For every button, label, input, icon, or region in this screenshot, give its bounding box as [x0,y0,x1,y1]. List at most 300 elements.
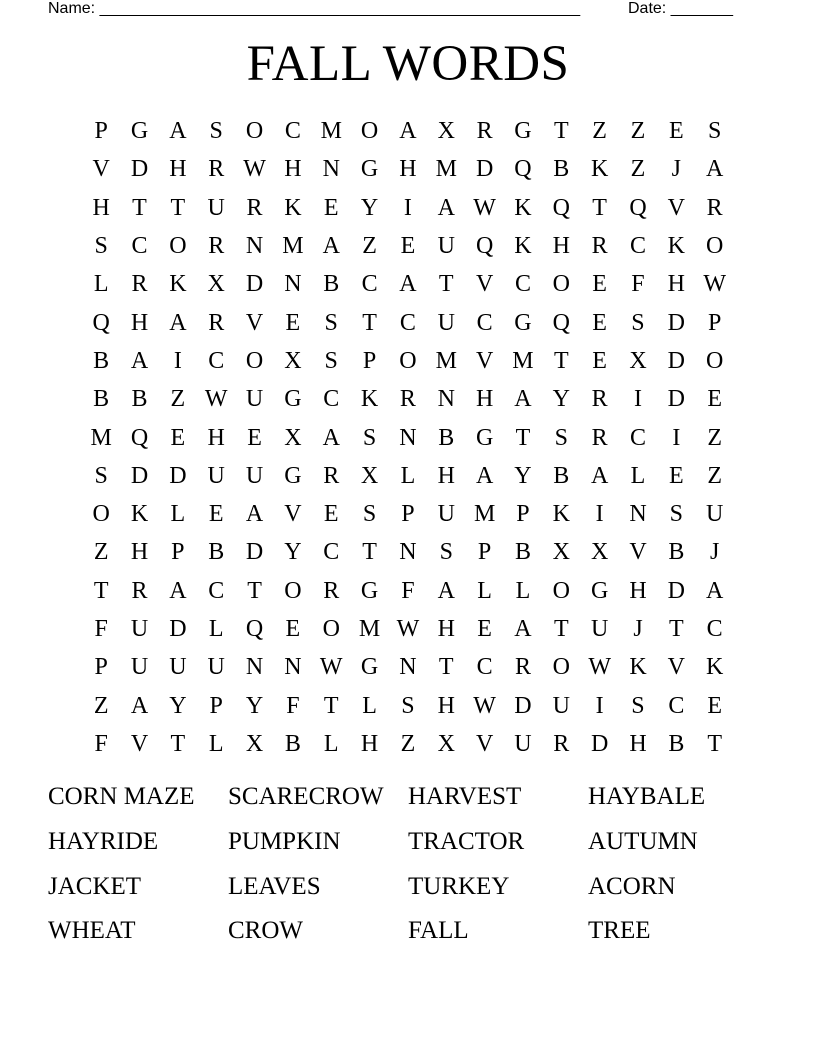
grid-letter: U [245,386,264,413]
grid-letter: A [437,194,455,221]
grid-letter: H [667,271,685,298]
grid-letter: M [435,347,457,374]
grid-letter: K [284,194,302,221]
word-list-item: SCARECROW [228,783,384,810]
grid-letter: U [437,309,455,336]
grid-letter: E [592,271,607,298]
grid-letter: Q [552,309,570,336]
grid-letter: S [324,309,338,336]
grid-letter: E [323,501,339,528]
grid-letter: T [170,730,186,757]
grid-letter: E [323,194,339,221]
grid-letter: T [553,347,569,374]
grid-letter: D [245,271,264,298]
grid-letter: K [590,156,609,183]
grid-letter: A [130,692,149,719]
grid-letter: M [473,501,496,528]
grid-letter: P [94,118,108,145]
grid-letter: J [633,616,643,642]
grid-letter: G [360,654,379,681]
grid-letter: N [399,424,417,451]
grid-letter: H [552,233,570,260]
grid-letter: R [553,730,570,757]
grid-letter: P [94,654,108,681]
grid-letter: O [706,233,724,260]
grid-letter: S [631,692,645,719]
grid-letter: U [207,462,225,489]
grid-letter: U [207,654,225,681]
grid-letter: I [173,347,182,374]
grid-row [82,686,734,724]
grid-letter: A [514,386,532,413]
grid-letter: U [552,692,570,719]
grid-letter: U [437,233,455,260]
grid-letter: U [706,501,724,528]
grid-letter: B [131,386,148,413]
grid-letter: T [438,654,454,681]
grid-letter: N [284,654,302,681]
grid-letter: B [93,386,110,413]
grid-letter: D [475,156,494,183]
grid-letter: L [477,577,492,604]
grid-letter: N [399,654,417,681]
grid-letter: X [360,462,379,489]
grid-letter: Q [475,233,494,260]
grid-letter: S [439,539,453,566]
grid-letter: T [668,616,684,642]
grid-letter: Q [92,309,110,336]
grid-letter: S [209,118,223,145]
grid-letter: H [399,156,417,183]
word-list-item: HAYRIDE [48,827,159,855]
grid-letter: U [130,616,149,642]
grid-letter: N [245,654,264,681]
grid-letter: V [245,309,264,336]
grid-letter: I [633,386,642,413]
grid-letter: E [707,692,722,719]
grid-letter: H [130,309,149,336]
grid-letter: E [247,424,262,451]
grid-letter: S [631,309,645,336]
grid-letter: Z [630,156,646,183]
grid-letter: A [245,501,264,528]
grid-letter: B [668,539,685,566]
grid-letter: Y [245,692,264,719]
grid-letter: T [170,194,186,221]
grid-letter: G [475,424,494,451]
grid-letter: H [360,730,379,757]
grid-letter: R [208,233,225,260]
grid-letter: D [590,730,609,757]
grid-letter: T [707,730,722,757]
grid-letter: L [93,271,109,298]
grid-letter: X [284,347,302,374]
grid-letter: W [204,386,228,413]
grid-letter: E [592,347,607,374]
grid-letter: V [475,730,494,757]
grid-letter: P [477,539,492,566]
word-list-item: FALL [408,917,469,945]
grid-letter: L [400,462,416,489]
grid-letter: Z [630,118,646,145]
grid-letter: C [323,386,340,413]
grid-letter: T [438,271,454,298]
grid-letter: G [284,462,302,489]
grid-letter: X [245,730,264,757]
grid-letter: Q [130,424,149,451]
grid-letter: M [512,347,534,374]
grid-letter: C [629,424,646,451]
grid-letter: B [284,730,301,757]
grid-letter: C [208,577,225,604]
grid-letter: M [320,118,342,145]
grid-letter: E [668,118,684,145]
grid-letter: R [399,386,416,413]
grid-letter: E [400,233,416,260]
grid-letter: O [552,654,570,681]
grid-letter: A [706,156,724,183]
grid-letter: W [588,654,611,681]
grid-letter: D [667,577,685,604]
grid-letter: Z [400,730,416,757]
grid-letter: L [362,692,377,719]
grid-letter: N [629,501,647,528]
grid-letter: V [629,539,647,566]
grid-letter: I [403,194,412,221]
grid-letter: Y [169,692,187,719]
grid-row [82,342,734,380]
grid-letter: Q [552,194,570,221]
grid-letter: K [514,194,532,221]
grid-letter: R [591,424,608,451]
grid-letter: H [130,539,149,566]
grid-letter: O [92,501,110,528]
word-list-item: PUMPKIN [228,827,341,855]
grid-letter: R [591,233,608,260]
grid-letter: R [131,271,148,298]
grid-row [82,380,734,418]
grid-letter: O [322,616,340,642]
grid-letter: H [437,616,455,642]
grid-letter: H [475,386,494,413]
grid-letter: Q [514,156,532,183]
grid-letter: C [629,233,646,260]
grid-letter: T [362,309,377,336]
page-title: FALL WORDS [246,36,570,92]
grid-letter: S [94,462,108,489]
grid-letter: B [668,730,685,757]
grid-letter: A [169,118,187,145]
grid-letter: N [322,156,340,183]
grid-letter: K [130,501,149,528]
grid-letter: X [437,118,455,145]
grid-letter: F [286,692,300,719]
grid-letter: D [130,156,149,183]
grid-letter: U [590,616,609,642]
grid-row [82,572,734,610]
grid-letter: H [629,730,647,757]
grid-letter: A [169,577,187,604]
grid-letter: H [437,692,455,719]
grid-letter: L [515,577,531,604]
grid-letter: Z [170,386,186,413]
date-field: Date: _______ [628,0,733,17]
word-list-item: HAYBALE [588,783,706,810]
grid-letter: G [284,386,302,413]
grid-row [82,495,734,533]
grid-letter: S [94,233,108,260]
grid-letter: K [360,386,379,413]
grid-letter: U [245,462,264,489]
grid-letter: C [361,271,378,298]
grid-row [82,418,734,456]
grid-letter: A [706,577,724,604]
word-list-item: ACORN [588,872,676,900]
grid-letter: M [358,616,381,642]
grid-letter: A [322,233,340,260]
grid-letter: B [553,462,570,489]
grid-letter: N [245,233,264,260]
grid-letter: I [672,424,681,451]
word-list-item: LEAVES [228,872,321,900]
word-list-item: AUTUMN [588,827,698,855]
grid-letter: T [592,194,607,221]
grid-letter: S [362,424,377,451]
grid-letter: B [514,539,531,566]
grid-letter: O [169,233,187,260]
grid-letter: D [169,616,187,642]
grid-letter: O [552,577,570,604]
letter-grid [82,112,734,763]
grid-letter: P [401,501,415,528]
grid-letter: A [475,462,494,489]
grid-letter: D [130,462,149,489]
grid-letter: P [209,692,223,719]
grid-letter: P [516,501,530,528]
grid-letter: C [323,539,340,566]
grid-letter: C [208,347,225,374]
grid-letter: R [476,118,493,145]
grid-letter: S [669,501,683,528]
grid-letter: E [208,501,224,528]
grid-letter: R [323,577,340,604]
grid-letter: V [475,347,494,374]
grid-letter: F [94,616,108,642]
grid-letter: V [667,654,685,681]
grid-letter: A [514,616,532,642]
grid-letter: N [284,271,302,298]
grid-letter: A [130,347,149,374]
word-list-item: JACKET [48,872,142,900]
grid-letter: U [169,654,187,681]
word-list-item: CORN MAZE [48,783,195,810]
grid-letter: X [437,730,455,757]
grid-letter: L [208,616,224,642]
grid-letter: U [514,730,532,757]
grid-letter: D [514,692,532,719]
grid-letter: B [553,156,570,183]
grid-row [82,227,734,265]
grid-letter: Z [707,462,722,489]
grid-letter: M [435,156,457,183]
grid-letter: T [553,616,569,642]
grid-letter: E [285,616,301,642]
grid-letter: D [245,539,264,566]
grid-letter: D [667,309,685,336]
grid-letter: S [324,347,338,374]
word-list-item: WHEAT [48,917,136,945]
grid-letter: F [631,271,645,298]
grid-letter: B [438,424,455,451]
grid-letter: A [590,462,609,489]
grid-letter: Z [93,539,109,566]
grid-letter: X [207,271,225,298]
grid-letter: E [668,462,684,489]
grid-letter: W [703,271,726,298]
word-list-item: HARVEST [408,783,522,810]
grid-letter: V [667,194,685,221]
grid-letter: J [671,156,681,183]
grid-letter: W [243,156,266,183]
grid-letter: G [514,309,532,336]
grid-row [82,265,734,303]
grid-letter: A [437,577,455,604]
grid-letter: F [94,730,108,757]
grid-row [82,725,734,763]
grid-letter: X [284,424,302,451]
grid-letter: W [319,654,343,681]
grid-letter: E [707,386,722,413]
grid-letter: C [131,233,148,260]
grid-letter: W [396,616,420,642]
grid-letter: C [668,692,685,719]
grid-letter: W [473,692,496,719]
grid-letter: R [208,309,225,336]
grid-letter: X [590,539,609,566]
grid-letter: D [667,386,685,413]
grid-letter: N [437,386,455,413]
grid-letter: U [130,654,149,681]
grid-letter: R [246,194,263,221]
grid-letter: B [93,347,110,374]
grid-letter: H [284,156,302,183]
grid-letter: H [92,194,110,221]
grid-letter: S [401,692,415,719]
word-list-item: TRACTOR [408,827,525,855]
grid-letter: G [360,156,379,183]
grid-letter: E [285,309,301,336]
grid-letter: T [247,577,262,604]
grid-letter: Y [514,462,532,489]
grid-letter: E [592,309,607,336]
grid-row [82,610,734,648]
grid-letter: V [475,271,494,298]
grid-letter: O [284,577,302,604]
grid-letter: T [132,194,147,221]
grid-letter: R [706,194,723,221]
grid-letter: A [399,118,417,145]
grid-letter: O [245,347,264,374]
grid-letter: O [399,347,417,374]
grid-letter: P [171,539,185,566]
grid-letter: M [90,424,112,451]
name-field: Name: ______________________________________________________ [48,0,581,17]
grid-letter: B [208,539,225,566]
grid-letter: C [706,616,723,642]
grid-letter: C [514,271,531,298]
grid-letter: A [322,424,340,451]
grid-letter: U [437,501,455,528]
grid-letter: T [515,424,531,451]
grid-letter: C [284,118,301,145]
grid-letter: Z [362,233,377,260]
grid-letter: I [595,692,604,719]
word-list-item: CROW [228,917,303,945]
grid-letter: V [284,501,302,528]
grid-letter: Y [552,386,570,413]
grid-row [82,457,734,495]
grid-letter: D [667,347,685,374]
grid-letter: A [169,309,187,336]
grid-letter: T [362,539,377,566]
grid-letter: B [323,271,340,298]
grid-letter: F [401,577,415,604]
grid-letter: S [707,118,722,145]
grid-letter: K [552,501,570,528]
grid-letter: H [169,156,187,183]
grid-letter: Q [245,616,264,642]
grid-letter: K [629,654,647,681]
grid-letter: U [207,194,225,221]
grid-letter: Y [284,539,302,566]
grid-letter: H [207,424,225,451]
grid-letter: M [282,233,304,260]
grid-letter: L [630,462,646,489]
grid-letter: O [245,118,264,145]
grid-letter: Z [707,424,722,451]
grid-letter: A [399,271,417,298]
grid-row [82,112,734,150]
grid-letter: E [170,424,186,451]
grid-letter: X [552,539,570,566]
grid-letter: G [130,118,149,145]
grid-row [82,189,734,227]
grid-letter: T [93,577,109,604]
grid-letter: G [360,577,379,604]
grid-letter: I [595,501,604,528]
grid-letter: R [208,156,225,183]
grid-letter: H [437,462,455,489]
grid-letter: V [130,730,149,757]
grid-letter: Q [629,194,647,221]
grid-letter: R [323,462,340,489]
grid-letter: W [473,194,496,221]
grid-letter: Y [360,194,379,221]
grid-letter: C [476,309,493,336]
grid-letter: Z [592,118,607,145]
grid-letter: K [169,271,187,298]
grid-letter: V [92,156,110,183]
grid-letter: L [170,501,186,528]
grid-row [82,533,734,571]
grid-letter: J [710,539,720,566]
grid-letter: C [399,309,416,336]
grid-letter: X [629,347,647,374]
grid-letter: O [706,347,724,374]
grid-letter: D [169,462,187,489]
grid-letter: L [323,730,339,757]
grid-letter: R [131,577,148,604]
